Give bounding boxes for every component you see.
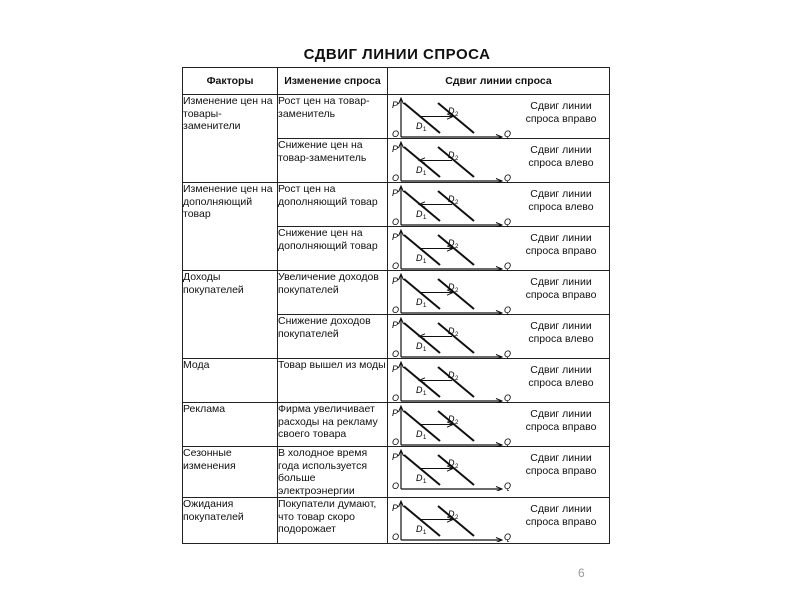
table-row	[183, 271, 610, 315]
demand-label-d1: D	[416, 341, 423, 351]
demand-label-d2: D	[448, 509, 455, 519]
axis-label-q: Q	[504, 261, 512, 271]
axis-label-q: Q	[504, 437, 512, 447]
axis-label-q: Q	[504, 173, 512, 183]
demand-label-d1-subscript: 1	[423, 479, 427, 485]
demand-label-d2-subscript: 2	[455, 515, 459, 521]
factor-cell: Доходы покупателей	[183, 271, 278, 359]
table-row	[183, 183, 610, 227]
axis-label-origin: O	[392, 261, 400, 271]
shift-cell	[388, 447, 610, 498]
shift-cell	[388, 183, 610, 227]
axis-label-q: Q	[504, 305, 512, 315]
demand-label-d1-subscript: 1	[423, 215, 427, 221]
demand-line-d2	[438, 103, 474, 133]
demand-label-d1: D	[416, 385, 423, 395]
change-cell: Рост цен на дополняющий товар	[278, 183, 388, 227]
shift-cell	[388, 227, 610, 271]
demand-label-d1-subscript: 1	[423, 127, 427, 133]
axis-label-origin: O	[392, 532, 400, 542]
demand-shift-graph	[392, 317, 522, 359]
axis-label-p: P	[392, 503, 399, 513]
table-row	[183, 95, 610, 139]
demand-label-d2-subscript: 2	[455, 464, 459, 470]
demand-label-d1-subscript: 1	[423, 259, 427, 265]
header-factors: Факторы	[183, 68, 278, 95]
factor-cell: Сезонные изменения	[183, 447, 278, 498]
demand-label-d1: D	[416, 524, 423, 534]
axis-label-origin: O	[392, 481, 400, 491]
shift-direction-label: Сдвиг линии спроса вправо	[525, 408, 597, 433]
demand-line-d2	[438, 235, 474, 265]
demand-line-d2	[438, 411, 474, 441]
demand-label-d2-subscript: 2	[455, 332, 459, 338]
axis-label-p: P	[392, 232, 399, 242]
axis-label-q: Q	[504, 217, 512, 227]
table-row	[183, 359, 610, 403]
header-shift: Сдвиг линии спроса	[388, 68, 610, 95]
demand-shift-graph	[392, 229, 522, 271]
demand-label-d2: D	[448, 458, 455, 468]
axis-label-q: Q	[504, 129, 512, 139]
change-cell: Увеличение доходов покупателей	[278, 271, 388, 315]
shift-cell	[388, 498, 610, 544]
shift-direction-label: Сдвиг линии спроса вправо	[525, 503, 597, 528]
demand-line-d2	[438, 191, 474, 221]
demand-label-d1-subscript: 1	[423, 303, 427, 309]
axis-label-p: P	[392, 364, 399, 374]
axis-label-p: P	[392, 452, 399, 462]
document-title: СДВИГ ЛИНИИ СПРОСА	[303, 46, 491, 63]
axis-label-p: P	[392, 320, 399, 330]
axis-label-origin: O	[392, 437, 400, 447]
shift-direction-label: Сдвиг линии спроса влево	[528, 188, 594, 213]
demand-label-d1: D	[416, 209, 423, 219]
shift-cell	[388, 403, 610, 447]
demand-label-d2: D	[448, 106, 455, 116]
demand-label-d2-subscript: 2	[455, 288, 459, 294]
demand-label-d1: D	[416, 297, 423, 307]
demand-line-d2	[438, 506, 474, 536]
demand-label-d1-subscript: 1	[423, 391, 427, 397]
demand-label-d2: D	[448, 150, 455, 160]
demand-label-d1: D	[416, 121, 423, 131]
demand-line-d2	[438, 279, 474, 309]
shift-direction-label: Сдвиг линии спроса вправо	[525, 232, 597, 257]
demand-shift-graph	[392, 185, 522, 227]
demand-label-d1-subscript: 1	[423, 530, 427, 536]
factor-cell: Мода	[183, 359, 278, 403]
table-header-row	[183, 68, 610, 95]
demand-label-d2: D	[448, 414, 455, 424]
demand-shift-graph	[392, 97, 522, 139]
demand-label-d2: D	[448, 282, 455, 292]
demand-label-d1: D	[416, 165, 423, 175]
axis-label-origin: O	[392, 173, 400, 183]
axis-label-q: Q	[504, 532, 512, 542]
demand-label-d2: D	[448, 326, 455, 336]
demand-label-d1: D	[416, 429, 423, 439]
axis-label-p: P	[392, 408, 399, 418]
change-cell: Фирма увеличивает расходы на рекламу своего товара	[278, 403, 388, 447]
demand-shift-graph	[392, 405, 522, 447]
demand-label-d2: D	[448, 238, 455, 248]
change-cell: Рост цен на товар-заменитель	[278, 95, 388, 139]
demand-shift-graph	[392, 361, 522, 403]
demand-shift-graph	[392, 500, 522, 542]
shift-direction-label: Сдвиг линии спроса влево	[528, 364, 594, 389]
shift-direction-label: Сдвиг линии спроса влево	[528, 320, 594, 345]
change-cell: Покупатели думают, что товар скоро подорожает	[278, 498, 388, 544]
change-cell: Снижение доходов покупателей	[278, 315, 388, 359]
page-number: 6	[578, 566, 585, 580]
demand-label-d1-subscript: 1	[423, 435, 427, 441]
demand-label-d1: D	[416, 253, 423, 263]
axis-label-origin: O	[392, 217, 400, 227]
demand-line-d2	[438, 147, 474, 177]
axis-label-q: Q	[504, 393, 512, 403]
axis-label-origin: O	[392, 129, 400, 139]
demand-line-d2	[438, 323, 474, 353]
demand-label-d2-subscript: 2	[455, 244, 459, 250]
table-row	[183, 403, 610, 447]
axis-label-origin: O	[392, 305, 400, 315]
axis-label-q: Q	[504, 349, 512, 359]
shift-direction-label: Сдвиг линии спроса вправо	[525, 100, 597, 125]
factor-cell: Изменение цен на товары-заменители	[183, 95, 278, 183]
demand-label-d2-subscript: 2	[455, 112, 459, 118]
factor-cell: Изменение цен на дополняющий товар	[183, 183, 278, 271]
shift-cell	[388, 359, 610, 403]
demand-label-d2-subscript: 2	[455, 420, 459, 426]
demand-line-d2	[438, 367, 474, 397]
shift-cell	[388, 139, 610, 183]
axis-label-p: P	[392, 188, 399, 198]
axis-label-origin: O	[392, 349, 400, 359]
axis-label-p: P	[392, 144, 399, 154]
demand-label-d1: D	[416, 473, 423, 483]
demand-label-d2-subscript: 2	[455, 156, 459, 162]
change-cell: Снижение цен на дополняющий товар	[278, 227, 388, 271]
demand-label-d2: D	[448, 370, 455, 380]
table-row	[183, 498, 610, 544]
demand-shift-table	[182, 67, 610, 544]
shift-cell	[388, 271, 610, 315]
demand-label-d2: D	[448, 194, 455, 204]
shift-direction-label: Сдвиг линии спроса вправо	[525, 276, 597, 301]
factor-cell: Ожидания покупателей	[183, 498, 278, 544]
shift-cell	[388, 95, 610, 139]
demand-label-d1-subscript: 1	[423, 347, 427, 353]
axis-label-p: P	[392, 100, 399, 110]
shift-direction-label: Сдвиг линии спроса влево	[528, 144, 594, 169]
factor-cell: Реклама	[183, 403, 278, 447]
axis-label-origin: O	[392, 393, 400, 403]
shift-cell	[388, 315, 610, 359]
axis-label-p: P	[392, 276, 399, 286]
change-cell: В холодное время года используется больше электроэнергии	[278, 447, 388, 498]
demand-label-d2-subscript: 2	[455, 200, 459, 206]
demand-label-d1-subscript: 1	[423, 171, 427, 177]
demand-shift-graph	[392, 449, 522, 491]
table-row	[183, 447, 610, 498]
demand-shift-graph	[392, 273, 522, 315]
table-body	[183, 95, 610, 544]
demand-line-d2	[438, 455, 474, 485]
shift-direction-label: Сдвиг линии спроса вправо	[525, 452, 597, 477]
axis-label-q: Q	[504, 481, 512, 491]
header-change: Изменение спроса	[278, 68, 388, 95]
demand-shift-graph	[392, 141, 522, 183]
change-cell: Снижение цен на товар-заменитель	[278, 139, 388, 183]
demand-label-d2-subscript: 2	[455, 376, 459, 382]
change-cell: Товар вышел из моды	[278, 359, 388, 403]
